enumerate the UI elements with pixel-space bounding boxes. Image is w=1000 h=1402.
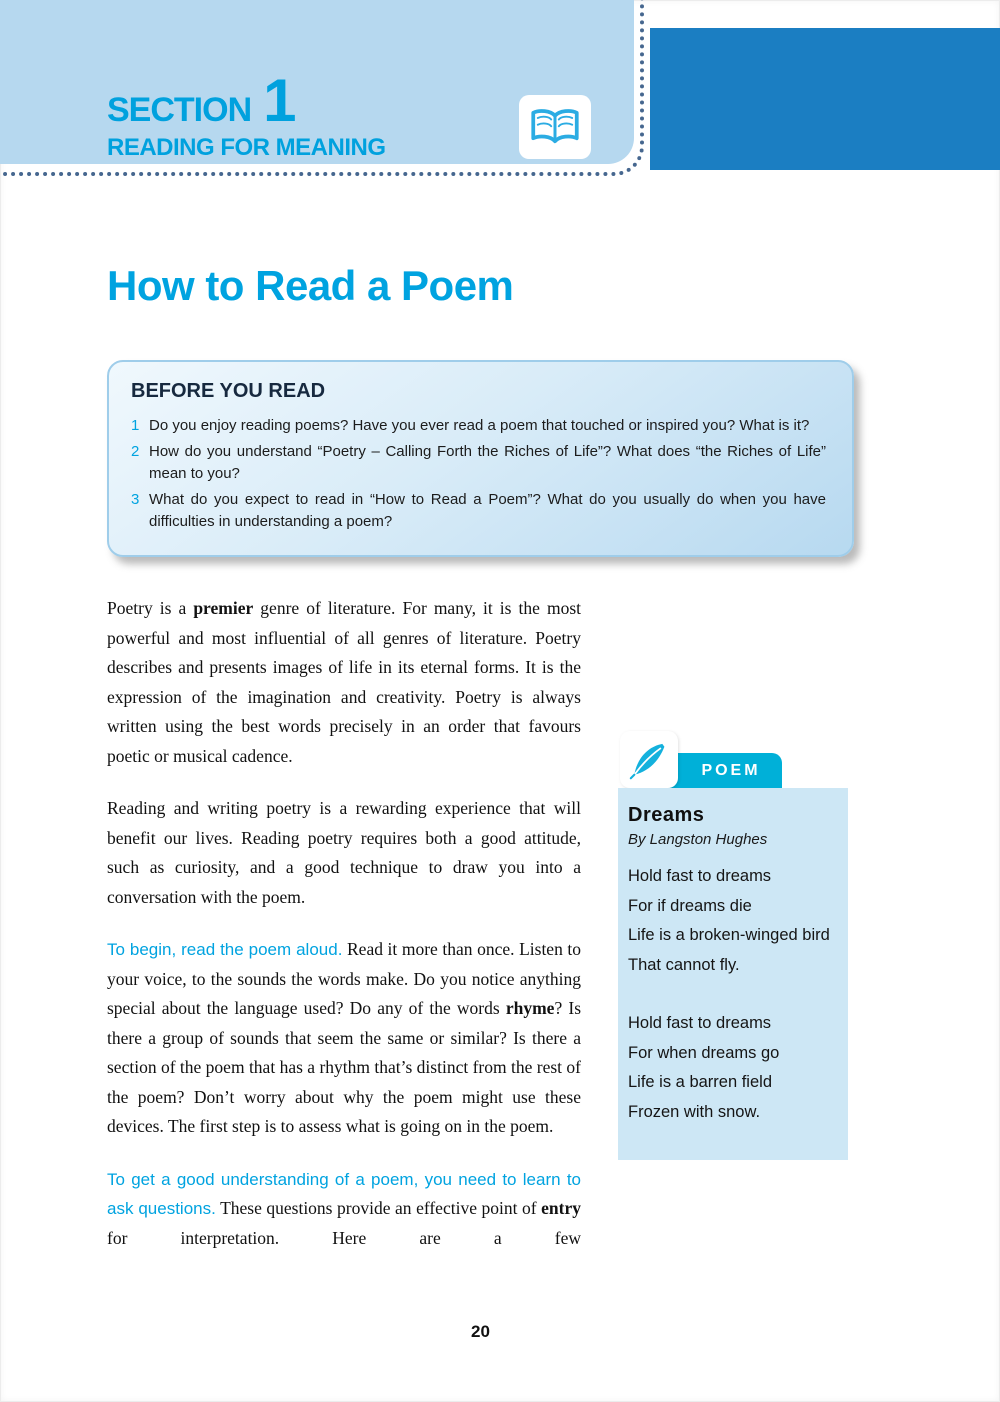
question-row bbox=[125, 441, 826, 486]
poem-line: For when dreams go bbox=[628, 1043, 780, 1062]
question-row bbox=[125, 489, 826, 534]
text-segment: Poetry is a bbox=[107, 598, 194, 618]
page-number: 20 bbox=[471, 1322, 490, 1341]
section-number: 1 bbox=[263, 67, 297, 134]
section-header bbox=[107, 67, 386, 162]
chapter-title: How to Read a Poem bbox=[107, 262, 514, 309]
text-segment: Read it more than once. Listen to your voice, to the sounds the words make. Do you notice anything special about the language used? Do any of the words bbox=[107, 939, 582, 1018]
before-you-read-box bbox=[107, 360, 854, 557]
section-subtitle: READING FOR MEANING bbox=[107, 134, 386, 161]
poem-tab-label: POEM bbox=[701, 761, 761, 779]
body-text-column bbox=[107, 594, 581, 1276]
bold-term: premier bbox=[193, 598, 254, 618]
question-row bbox=[125, 415, 826, 438]
poem-stanza bbox=[628, 1009, 840, 1127]
poem-line: That cannot fly. bbox=[628, 955, 740, 974]
text-segment: These questions provide an effective point of bbox=[215, 1198, 542, 1218]
section-label: SECTION bbox=[107, 91, 252, 129]
text-segment: ? Is there a group of sounds that seem the same or similar? Is there a section of the poem that has a rhythm that’s distinct from the rest of the poem? Don’t worry about why the poem might use these devices. The first step is to assess what is going on in the poem. bbox=[107, 998, 582, 1136]
question-text: Do you enjoy reading poems? Have you ever read a poem that touched or inspired you? What is it? bbox=[149, 417, 810, 434]
question-text: How do you understand “Poetry – Calling Forth the Riches of Life”? What does “the Riches of Life” mean to you? bbox=[149, 442, 826, 482]
poem-line: Life is a barren field bbox=[628, 1073, 772, 1091]
lead-sentence: To get a good understanding of a poem, you need to learn to ask questions. bbox=[107, 1169, 581, 1218]
body-paragraph bbox=[107, 935, 581, 1142]
text-segment: Reading and writing poetry is a rewarding experience that will benefit our lives. Reading poetry requires both a good attitude, such as curiosity, and a good technique to draw you into a conversation with the poem. bbox=[107, 798, 581, 907]
before-you-read-title: BEFORE YOU READ bbox=[131, 380, 326, 402]
poem-line: Life is a broken-winged bird bbox=[628, 926, 830, 944]
lead-sentence: To begin, read the poem aloud. bbox=[107, 940, 343, 959]
question-text: What do you expect to read in “How to Read a Poem”? What do you usually do when you have difficulties in understanding a poem? bbox=[149, 490, 826, 530]
poem-line: For if dreams die bbox=[628, 896, 752, 915]
poem-line: Hold fast to dreams bbox=[628, 867, 772, 885]
poem-byline: By Langston Hughes bbox=[628, 831, 768, 848]
header-corner-block bbox=[650, 28, 1000, 170]
text-segment: for interpretation. Here are a few bbox=[107, 1227, 581, 1248]
bold-term: rhyme bbox=[505, 998, 555, 1018]
question-number: 1 bbox=[131, 417, 140, 434]
body-paragraph bbox=[107, 1165, 581, 1254]
text-segment: genre of literature. For many, it is the most powerful and most influential of all genres of literature. Poetry describes and presents images of life in its eternal forms. It is the expression of the imagination and creativity. Poetry is always written using the best words precisely in an order that favours poetic or musical cadence. bbox=[107, 598, 581, 766]
bold-term: entry bbox=[541, 1198, 581, 1218]
poem-title: Dreams bbox=[628, 804, 705, 826]
book-icon bbox=[519, 95, 591, 159]
feather-icon bbox=[620, 731, 678, 788]
body-paragraph bbox=[107, 594, 581, 771]
poem-stanza bbox=[628, 862, 840, 980]
body-paragraph bbox=[107, 794, 581, 912]
poem-line: Frozen with snow. bbox=[628, 1102, 761, 1121]
question-number: 3 bbox=[131, 490, 140, 508]
poem-box bbox=[618, 788, 848, 1160]
poem-line: Hold fast to dreams bbox=[628, 1014, 772, 1032]
question-number: 2 bbox=[131, 442, 140, 460]
